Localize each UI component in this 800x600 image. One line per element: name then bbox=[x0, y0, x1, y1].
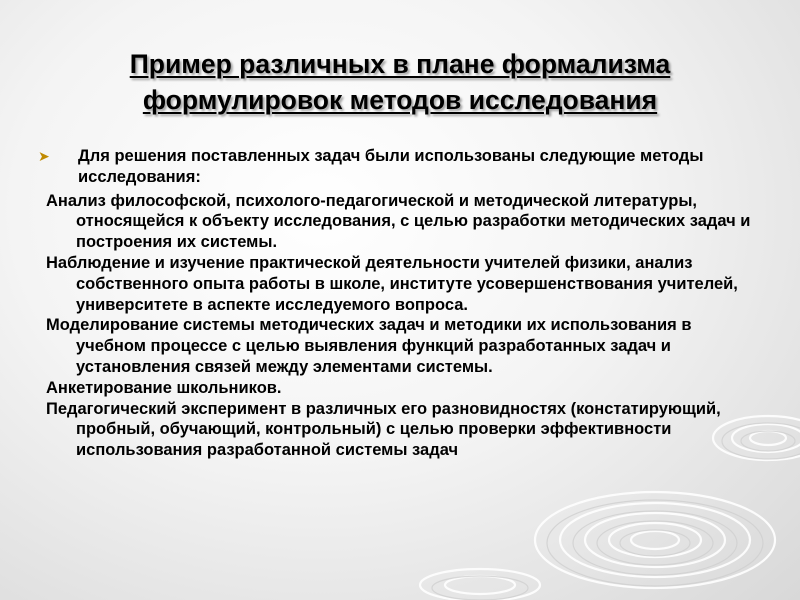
method-text: Анкетирование школьников. bbox=[46, 378, 282, 397]
method-item bbox=[38, 191, 758, 253]
intro-paragraph bbox=[38, 146, 758, 188]
method-text: Анализ философской, психолого-педагогической и методической литературы, относящейся к объекту исследования, с целью разработки методических задач и построения их системы. bbox=[46, 191, 751, 252]
method-item bbox=[38, 378, 758, 399]
method-text: Моделирование системы методических задач и методики их использования в учебном процессе с целью выявления функций разработанных задач и установления связей между элементами системы. bbox=[46, 316, 692, 376]
slide-title-line-2: формулировок методов исследования bbox=[142, 85, 658, 115]
method-item bbox=[38, 253, 758, 315]
arrowhead-bullet-icon: ➤ bbox=[38, 148, 50, 164]
intro-text: Для решения поставленных задач были использованы следующие методы исследования: bbox=[78, 147, 704, 186]
slide-title-line-1: Пример различных в плане формализма bbox=[129, 49, 671, 79]
slide-body bbox=[38, 146, 758, 461]
method-item bbox=[38, 399, 758, 461]
method-text: Наблюдение и изучение практической деятельности учителей физики, анализ собственного опыта работы в школе, институте усовершенствования учителей, университете в аспекте исследуемого вопроса. bbox=[46, 253, 738, 314]
method-item bbox=[38, 315, 758, 377]
slide-title bbox=[40, 46, 760, 118]
method-text: Педагогический эксперимент в различных его разновидностях (констатирующий, пробный, обучающий, контрольный) с целью проверки эффективности использования разработанной системы задач bbox=[46, 399, 721, 460]
